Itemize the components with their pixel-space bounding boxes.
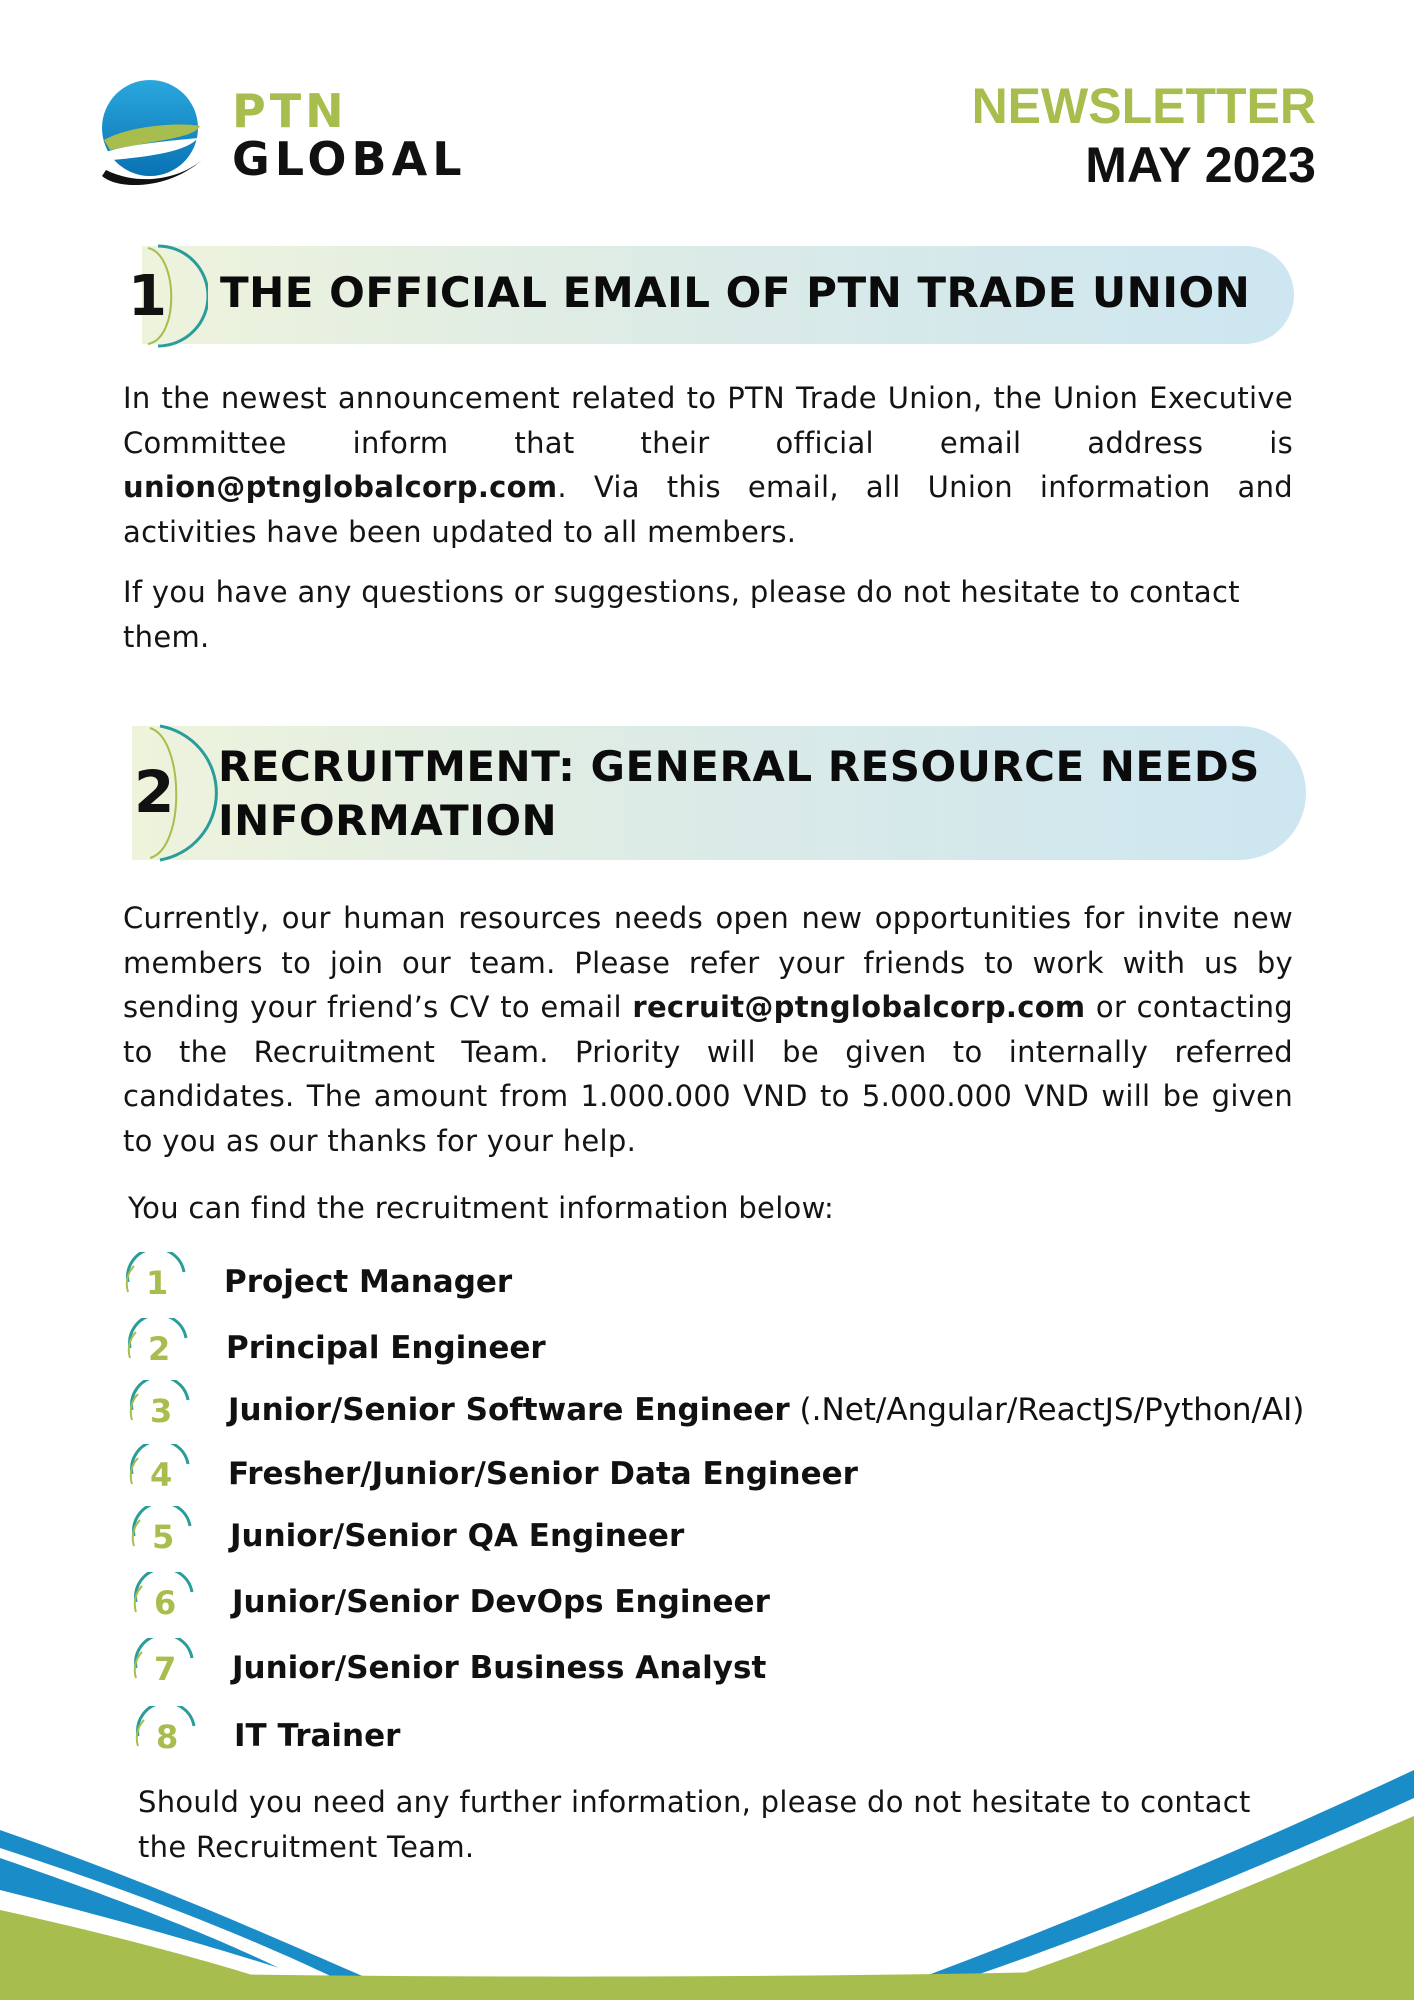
closing-paragraph: Should you need any further information, please do not hesitate to contact the Recruitment Team.	[138, 1785, 1251, 1864]
footer-waves-decoration	[0, 1740, 1414, 2000]
job-number: 7	[154, 1650, 177, 1688]
job-title: Junior/Senior DevOps Engineer	[232, 1584, 770, 1620]
job-item	[132, 1576, 1332, 1632]
job-item	[128, 1448, 1328, 1504]
job-title: Junior/Senior Business Analyst	[232, 1650, 767, 1686]
company-logo	[98, 78, 467, 198]
section-1-title: THE OFFICIAL EMAIL OF PTN TRADE UNION	[220, 268, 1251, 317]
job-number: 1	[146, 1264, 169, 1302]
job-number: 2	[148, 1330, 171, 1368]
job-number: 8	[156, 1718, 179, 1756]
section-2-header	[110, 724, 1306, 860]
job-item	[132, 1642, 1332, 1698]
section-2-number: 2	[134, 758, 175, 826]
job-title-text	[232, 1584, 770, 1620]
recruitment-intro: You can find the recruitment information below:	[128, 1191, 835, 1225]
logo-text-ptn: PTN	[232, 84, 348, 138]
section-2-title-line-1: RECRUITMENT: GENERAL RESOURCE NEEDS	[218, 742, 1260, 791]
job-title: Junior/Senior Software Engineer	[228, 1392, 790, 1428]
job-title: Principal Engineer	[226, 1330, 546, 1366]
logo-text-global: GLOBAL	[232, 132, 467, 186]
job-title-text	[228, 1456, 858, 1492]
job-item	[124, 1256, 1324, 1312]
job-number: 5	[152, 1518, 175, 1556]
job-title: Junior/Senior QA Engineer	[230, 1518, 685, 1554]
newsletter-header	[972, 78, 1316, 196]
section-1-paragraph-1	[123, 376, 1293, 554]
section-2-p1-start: Currently, our human resources needs open new opportunities for invite new members to join our team. Please refer your friends to work with us by sending your friend’s CV to email	[123, 901, 1293, 1024]
job-title: Fresher/Junior/Senior Data Engineer	[228, 1456, 858, 1492]
section-1-p1-start: In the newest announcement related to PTN Trade Union, the Union Executive Committee inform that their official email address is	[123, 381, 1293, 460]
section-1-p1-end: . Via this email, all Union information and activities have been updated to all members.	[123, 470, 1293, 549]
job-title-text	[224, 1264, 512, 1300]
globe-logo-icon	[98, 78, 208, 194]
newsletter-date: MAY 2023	[1085, 137, 1316, 193]
job-title-text	[232, 1650, 766, 1686]
job-number: 4	[150, 1456, 173, 1494]
section-1-number: 1	[128, 264, 167, 329]
section-2-paragraph-1	[123, 896, 1293, 1163]
section-2-title-line-2: INFORMATION	[218, 796, 558, 845]
job-title-extra: (.Net/Angular/ReactJS/Python/AI)	[789, 1392, 1305, 1428]
recruit-email: recruit@ptnglobalcorp.com	[632, 990, 1086, 1024]
job-title-text	[230, 1518, 684, 1554]
job-title: Project Manager	[224, 1264, 513, 1300]
newsletter-label: NEWSLETTER	[971, 78, 1316, 134]
job-title-text	[228, 1392, 1304, 1428]
job-number: 6	[154, 1584, 177, 1622]
section-2-p1-end: or contacting to the Recruitment Team. Priority will be given to internally referred candidates. The amount from 1.000.000 VND to 5.000.000 VND will be given to you as our thanks for your help.	[123, 990, 1294, 1158]
union-email: union@ptnglobalcorp.com	[123, 470, 558, 504]
job-item	[128, 1384, 1328, 1440]
section-1-header	[110, 244, 1294, 344]
job-number: 3	[150, 1392, 173, 1430]
job-title: IT Trainer	[234, 1718, 401, 1754]
section-1-paragraph-2: If you have any questions or suggestions, please do not hesitate to contact them.	[123, 575, 1240, 654]
job-title-text	[226, 1330, 546, 1366]
job-item	[126, 1322, 1326, 1378]
job-item	[130, 1510, 1330, 1566]
